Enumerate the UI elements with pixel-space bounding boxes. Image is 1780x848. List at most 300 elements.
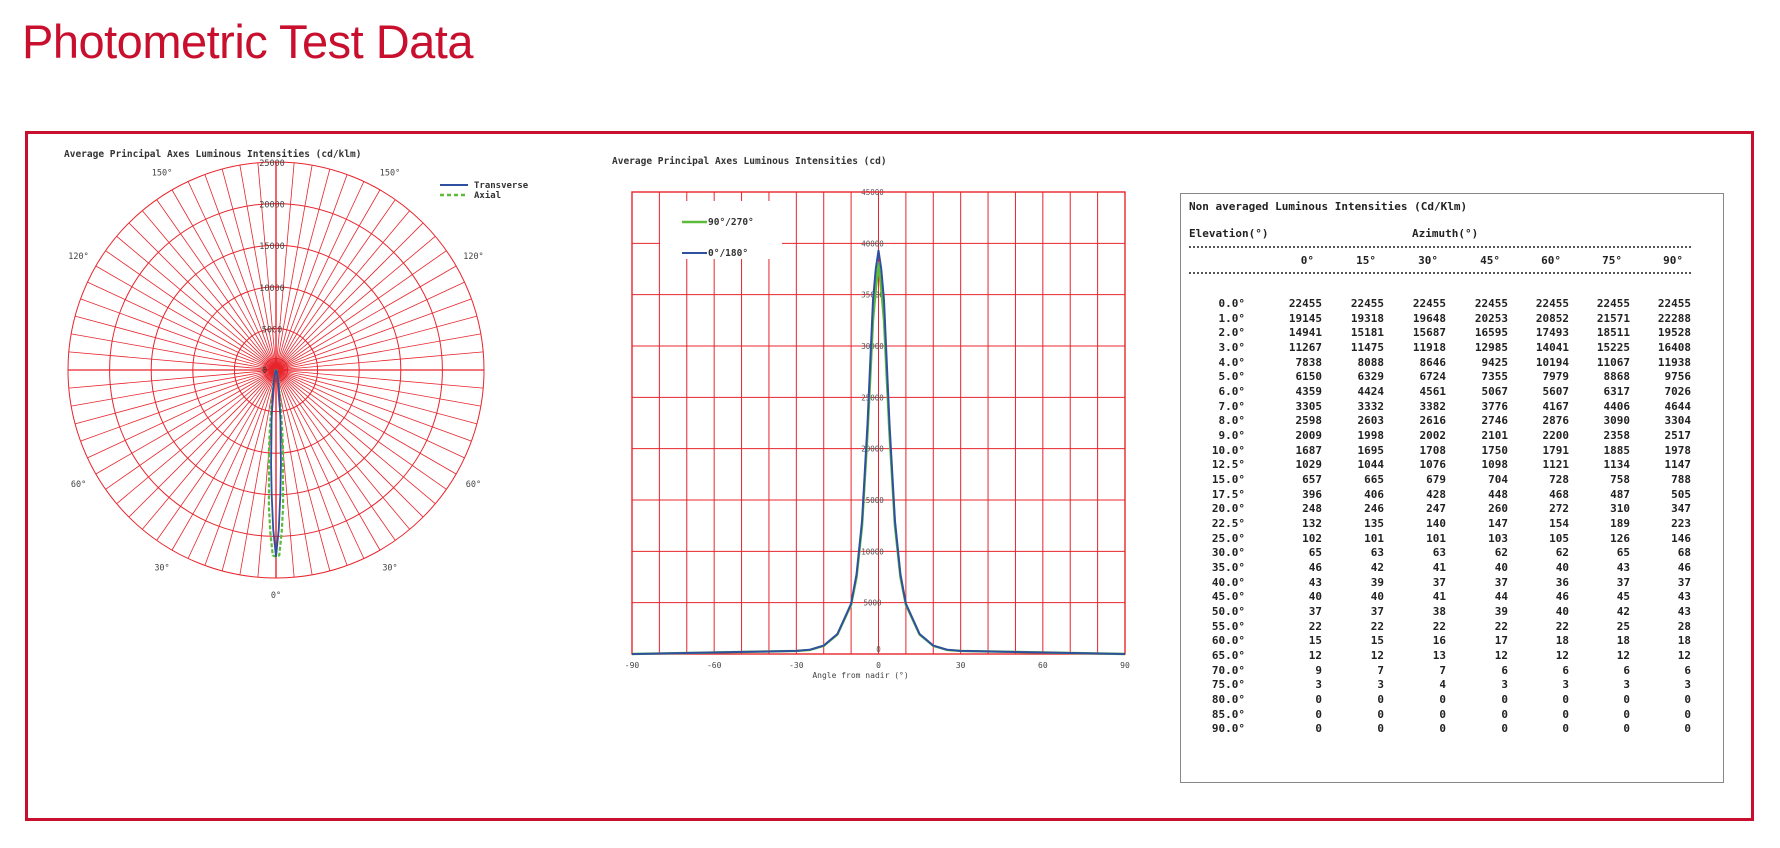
table-cell: 7 (1439, 663, 1446, 677)
table-cell: 4644 (1664, 399, 1691, 413)
polar-spoke (276, 163, 294, 370)
table-row-label: 3.0° (1218, 341, 1245, 354)
table-cell: 22288 (1657, 311, 1691, 325)
page-title: Photometric Test Data (22, 15, 474, 68)
table-cell: 46 (1308, 561, 1322, 575)
table-cell: 19648 (1412, 311, 1446, 325)
table-cell: 63 (1370, 546, 1384, 560)
table-cell: 146 (1671, 531, 1691, 545)
table-cell: 38 (1432, 605, 1446, 619)
table-cell: 8646 (1419, 355, 1446, 369)
table-cell: 22 (1308, 619, 1322, 633)
line-chart (600, 175, 1150, 690)
table-cell: 0 (1562, 707, 1569, 721)
polar-angle-label: 150° (151, 168, 173, 179)
table-row-label: 5.0° (1218, 370, 1245, 384)
polar-spoke (75, 316, 276, 370)
table-cell: 22455 (1474, 297, 1508, 310)
table-row-label: 55.0° (1211, 619, 1245, 633)
polar-angle-label: 120° (463, 252, 484, 262)
table-cell: 4561 (1419, 385, 1446, 399)
table-column-header: 90° (1663, 254, 1683, 267)
table-column-header: 30° (1418, 254, 1438, 267)
polar-angle-label: 60° (465, 480, 482, 490)
table-cell: 18511 (1596, 326, 1630, 340)
table-row-label: 15.0° (1211, 473, 1245, 487)
table-cell: 43 (1677, 590, 1691, 604)
table-cell: 22 (1494, 619, 1508, 633)
table-cell: 0 (1315, 722, 1322, 736)
table-rule-bottom (1189, 272, 1691, 274)
table-cell: 3090 (1603, 414, 1630, 428)
table-cell: 189 (1610, 517, 1630, 531)
table-cell: 0 (1315, 693, 1322, 707)
luminous-intensity-table (1180, 193, 1724, 783)
table-cell: 9425 (1481, 355, 1508, 369)
table-cell: 37 (1308, 605, 1322, 619)
table-cell: 42 (1616, 605, 1630, 619)
table-row-label: 40.0° (1211, 575, 1245, 589)
table-cell: 16 (1432, 634, 1446, 648)
table-cell: 1029 (1295, 458, 1322, 472)
table-rule-top (1189, 246, 1691, 248)
table-cell: 1076 (1419, 458, 1446, 472)
table-row-label: 22.5° (1211, 517, 1245, 531)
polar-spoke (276, 370, 477, 424)
polar-angle-label: 120° (68, 252, 89, 262)
table-cell: 22 (1555, 619, 1569, 633)
table-row-label: 25.0° (1211, 531, 1245, 545)
table-column-header: 15° (1356, 254, 1376, 267)
table-cell: 11938 (1657, 355, 1691, 369)
table-cell: 0 (1501, 707, 1508, 721)
polar-spoke (222, 370, 276, 571)
table-cell: 428 (1426, 487, 1446, 501)
table-cell: 20852 (1535, 311, 1569, 325)
table-cell: 18 (1677, 634, 1691, 648)
line-x-axis-label: Angle from nadir (°) (812, 671, 909, 680)
polar-legend-axial-label: Axial (474, 191, 502, 201)
table-cell: 126 (1610, 531, 1630, 545)
table-cell: 0 (1501, 693, 1508, 707)
line-x-tick-label: 30 (955, 661, 966, 670)
table-cell: 2200 (1542, 429, 1569, 443)
line-y-tick-label: 20000 (861, 444, 884, 454)
table-cell: 44 (1494, 590, 1508, 604)
line-x-tick-label: 90 (1120, 661, 1130, 670)
table-cell: 25 (1616, 619, 1630, 633)
table-cell: 260 (1488, 502, 1508, 516)
line-y-tick-label: 0 (876, 645, 881, 654)
table-cell: 2616 (1419, 414, 1446, 428)
table-row-label: 1.0° (1218, 311, 1245, 325)
line-y-tick-label: 10000 (861, 547, 884, 557)
table-cell: 3304 (1664, 414, 1691, 428)
table-cell: 22455 (1412, 297, 1446, 310)
table-cell: 140 (1426, 517, 1446, 531)
table-cell: 4167 (1542, 399, 1569, 413)
table-cell: 1750 (1481, 443, 1508, 457)
line-y-tick-label: 30000 (861, 342, 884, 351)
table-cell: 37 (1432, 575, 1446, 589)
table-row-label: 75.0° (1211, 678, 1245, 692)
polar-spoke (276, 370, 483, 388)
table-row-label: 65.0° (1211, 649, 1245, 663)
polar-radial-tick-label: 20000 (259, 200, 285, 211)
table-cell: 11475 (1350, 341, 1384, 354)
table-cell: 8868 (1603, 370, 1630, 384)
table-cell: 1708 (1419, 443, 1446, 457)
table-cell: 665 (1364, 473, 1384, 487)
table-cell: 22455 (1288, 297, 1322, 310)
table-cell: 65 (1616, 546, 1630, 560)
table-column-header: 0° (1300, 254, 1314, 267)
table-cell: 20253 (1474, 311, 1508, 325)
table-cell: 7026 (1664, 385, 1691, 399)
table-cell: 3776 (1481, 399, 1508, 413)
table-cell: 41 (1432, 561, 1446, 575)
table-row-label: 45.0° (1211, 590, 1245, 604)
table-cell: 22455 (1535, 297, 1569, 310)
table-cell: 15181 (1350, 326, 1384, 340)
table-cell: 223 (1671, 517, 1691, 531)
table-row-label: 2.0° (1218, 326, 1245, 340)
table-cell: 0 (1377, 693, 1384, 707)
table-cell: 36 (1555, 575, 1569, 589)
table-cell: 43 (1308, 575, 1322, 589)
table-cell: 2603 (1357, 414, 1384, 428)
polar-angle-label: 30° (154, 563, 170, 574)
table-cell: 6329 (1357, 370, 1384, 384)
table-cell: 5067 (1481, 385, 1508, 399)
polar-angle-label: 30° (382, 563, 398, 574)
table-cell: 788 (1671, 473, 1691, 487)
table-cell: 0 (1315, 707, 1322, 721)
line-x-tick-label: -30 (789, 661, 804, 670)
table-cell: 0 (1623, 722, 1630, 736)
table-cell: 43 (1616, 561, 1630, 575)
table-cell: 22 (1432, 619, 1446, 633)
table-cell: 62 (1555, 546, 1569, 560)
table-cell: 0 (1562, 722, 1569, 736)
table-cell: 1695 (1357, 443, 1384, 457)
line-legend-0-180-label: 0°/180° (708, 248, 749, 259)
table-cell: 6 (1562, 663, 1569, 677)
table-cell: 12 (1616, 649, 1630, 663)
table-cell: 247 (1426, 502, 1446, 516)
table-row-label: 50.0° (1211, 605, 1245, 619)
table-cell: 468 (1549, 487, 1569, 501)
polar-angle-label: 150° (379, 168, 401, 179)
table-cell: 1044 (1357, 458, 1384, 472)
table-cell: 19318 (1350, 311, 1384, 325)
table-cell: 0 (1439, 707, 1446, 721)
table-cell: 40 (1555, 561, 1569, 575)
line-y-tick-label: 35000 (861, 290, 884, 300)
table-cell: 2517 (1664, 429, 1691, 443)
table-cell: 14041 (1535, 341, 1569, 354)
table-cell: 16595 (1474, 326, 1508, 340)
table-cell: 17 (1494, 634, 1508, 648)
table-cell: 37 (1616, 575, 1630, 589)
polar-center-label: 0 (262, 366, 268, 376)
table-cell: 46 (1677, 561, 1691, 575)
line-y-tick-label: 40000 (861, 239, 884, 249)
table-cell: 2358 (1603, 429, 1630, 443)
table-cell: 19528 (1657, 326, 1691, 340)
polar-spoke (276, 169, 330, 370)
table-cell: 1978 (1664, 443, 1691, 457)
table-row-label: 20.0° (1211, 502, 1245, 516)
table-cell: 21571 (1596, 311, 1630, 325)
table-cell: 43 (1677, 605, 1691, 619)
table-cell: 7 (1377, 663, 1384, 677)
polar-spoke (276, 316, 477, 370)
table-cell: 12 (1555, 649, 1569, 663)
table-cell: 4359 (1295, 385, 1322, 399)
table-cell: 310 (1610, 502, 1630, 516)
table-cell: 65 (1308, 546, 1322, 560)
table-cell: 8088 (1357, 355, 1384, 369)
table-cell: 704 (1488, 473, 1508, 487)
table-cell: 2876 (1542, 414, 1569, 428)
table-column-header: 45° (1480, 254, 1500, 267)
table-row-label: 30.0° (1211, 546, 1245, 560)
polar-spoke (69, 370, 276, 388)
table-cell: 3 (1562, 678, 1569, 692)
table-cell: 0 (1684, 693, 1691, 707)
table-cell: 6 (1501, 663, 1508, 677)
table-cell: 17493 (1535, 326, 1569, 340)
table-cell: 62 (1494, 546, 1508, 560)
table-row-label: 12.5° (1211, 458, 1245, 472)
polar-spoke (222, 169, 276, 370)
table-cell: 3 (1623, 678, 1630, 692)
table-row-label: 70.0° (1211, 663, 1245, 677)
table-cell: 1121 (1542, 458, 1569, 472)
table-cell: 12985 (1474, 341, 1508, 354)
table-cell: 505 (1671, 487, 1691, 501)
table-cell: 1134 (1603, 458, 1630, 472)
table-cell: 4406 (1603, 399, 1630, 413)
table-cell: 101 (1364, 531, 1384, 545)
table-cell: 37 (1494, 575, 1508, 589)
table-cell: 3332 (1357, 399, 1384, 413)
table-cell: 0 (1623, 693, 1630, 707)
table-cell: 102 (1302, 531, 1322, 545)
table-cell: 16408 (1657, 341, 1691, 354)
table-cell: 7838 (1295, 355, 1322, 369)
table-cell: 45 (1616, 590, 1630, 604)
table-cell: 40 (1370, 590, 1384, 604)
table-cell: 3 (1684, 678, 1691, 692)
line-x-tick-label: 60 (1038, 661, 1048, 670)
table-cell: 4424 (1357, 385, 1384, 399)
table-cell: 40 (1494, 561, 1508, 575)
table-row-label: 85.0° (1211, 707, 1245, 721)
line-y-tick-label: 15000 (861, 496, 884, 505)
table-cell: 1147 (1664, 458, 1691, 472)
table-cell: 1098 (1481, 458, 1508, 472)
table-cell: 6 (1623, 663, 1630, 677)
table-column-header: 75° (1602, 254, 1622, 267)
table-column-group-header: Azimuth(°) (1412, 227, 1479, 240)
table-cell: 2009 (1295, 429, 1322, 443)
table-cell: 11267 (1288, 341, 1322, 354)
table-cell: 0 (1377, 707, 1384, 721)
polar-radial-tick-label: 5000 (261, 325, 283, 336)
table-row-label: 10.0° (1211, 443, 1245, 457)
table-cell: 68 (1677, 546, 1691, 560)
table-cell: 18 (1555, 634, 1569, 648)
line-chart-title: Average Principal Axes Luminous Intensities (cd) (612, 156, 887, 167)
table-cell: 22 (1370, 619, 1384, 633)
table-cell: 679 (1426, 473, 1446, 487)
table-cell: 3 (1315, 678, 1322, 692)
table-cell: 22455 (1350, 297, 1384, 310)
table-cell: 15687 (1412, 326, 1446, 340)
table-cell: 40 (1308, 590, 1322, 604)
table-cell: 12 (1677, 649, 1691, 663)
table-cell: 248 (1302, 502, 1322, 516)
table-cell: 2101 (1481, 429, 1508, 443)
table-row-label: 80.0° (1211, 693, 1245, 707)
table-cell: 3 (1377, 678, 1384, 692)
line-y-tick-label: 45000 (861, 188, 884, 197)
table-row-label: 4.0° (1218, 355, 1245, 369)
polar-radial-tick-label: 15000 (259, 242, 285, 253)
table-cell: 347 (1671, 502, 1691, 516)
polar-angle-label: 0° (270, 591, 282, 601)
table-cell: 14941 (1288, 326, 1322, 340)
table-cell: 40 (1555, 605, 1569, 619)
table-cell: 132 (1302, 517, 1322, 531)
table-cell: 0 (1684, 722, 1691, 736)
table-cell: 12 (1494, 649, 1508, 663)
table-cell: 6724 (1419, 370, 1446, 384)
table-cell: 0 (1501, 722, 1508, 736)
table-cell: 728 (1549, 473, 1569, 487)
table-title: Non averaged Luminous Intensities (Cd/Klm) (1189, 200, 1468, 213)
table-cell: 5607 (1542, 385, 1569, 399)
table-cell: 37 (1370, 605, 1384, 619)
table-cell: 396 (1302, 487, 1322, 501)
table-cell: 0 (1562, 693, 1569, 707)
table-cell: 15 (1308, 634, 1322, 648)
table-cell: 0 (1684, 707, 1691, 721)
table-row-header: Elevation(°) (1189, 227, 1269, 240)
table-cell: 11067 (1596, 355, 1630, 369)
polar-radial-tick-label: 25000 (259, 159, 285, 169)
polar-chart-title: Average Principal Axes Luminous Intensities (cd/klm) (64, 149, 362, 160)
table-cell: 101 (1426, 531, 1446, 545)
table-cell: 37 (1677, 575, 1691, 589)
table-cell: 22455 (1657, 297, 1691, 310)
table-row-label: 7.0° (1218, 399, 1245, 413)
table-row-label: 35.0° (1211, 561, 1245, 575)
polar-chart (60, 159, 560, 685)
table-cell: 10194 (1535, 355, 1569, 369)
table-cell: 39 (1494, 605, 1508, 619)
table-cell: 2002 (1419, 429, 1446, 443)
table-cell: 0 (1377, 722, 1384, 736)
line-x-tick-label: -90 (624, 661, 640, 670)
table-cell: 246 (1364, 502, 1384, 516)
table-cell: 9756 (1664, 370, 1691, 384)
table-row-label: 8.0° (1218, 414, 1245, 428)
table-cell: 1791 (1542, 443, 1569, 457)
line-legend-90-270-label: 90°/270° (708, 217, 754, 228)
table-cell: 46 (1555, 590, 1569, 604)
table-cell: 6317 (1603, 385, 1630, 399)
table-cell: 39 (1370, 575, 1384, 589)
table-row-label: 6.0° (1218, 385, 1245, 399)
table-cell: 2598 (1295, 414, 1322, 428)
table-row-label: 90.0° (1211, 722, 1245, 736)
table-cell: 0 (1439, 722, 1446, 736)
polar-angle-label: 60° (70, 480, 87, 490)
line-y-tick-label: 5000 (863, 598, 882, 608)
table-cell: 41 (1432, 590, 1446, 604)
table-cell: 11918 (1412, 341, 1446, 354)
table-cell: 7355 (1481, 370, 1508, 384)
polar-spoke (258, 163, 276, 370)
table-row-label: 9.0° (1218, 429, 1245, 443)
table-cell: 657 (1302, 473, 1322, 487)
table-cell: 15 (1370, 634, 1384, 648)
table-cell: 18 (1616, 634, 1630, 648)
table-cell: 9 (1315, 663, 1322, 677)
table-column-header: 60° (1541, 254, 1561, 267)
table-cell: 4 (1439, 678, 1446, 692)
table-cell: 1885 (1603, 443, 1630, 457)
table-cell: 42 (1370, 561, 1384, 575)
table-row-label: 17.5° (1211, 487, 1245, 501)
table-cell: 2746 (1481, 414, 1508, 428)
table-cell: 103 (1488, 531, 1508, 545)
table-cell: 3 (1501, 678, 1508, 692)
table-cell: 3382 (1419, 399, 1446, 413)
table-cell: 6150 (1295, 370, 1322, 384)
table-cell: 15225 (1596, 341, 1630, 354)
table-cell: 448 (1488, 487, 1508, 501)
table-cell: 0 (1439, 693, 1446, 707)
table-cell: 12 (1370, 649, 1384, 663)
table-cell: 7979 (1542, 370, 1569, 384)
table-cell: 22455 (1596, 297, 1630, 310)
line-x-tick-label: 0 (876, 661, 881, 670)
table-cell: 3305 (1295, 399, 1322, 413)
table-cell: 135 (1364, 517, 1384, 531)
table-cell: 6 (1684, 663, 1691, 677)
table-row-label: 0.0° (1218, 297, 1245, 310)
table-cell: 272 (1549, 502, 1569, 516)
table-cell: 0 (1623, 707, 1630, 721)
polar-spoke (75, 370, 276, 424)
polar-spoke (69, 352, 276, 370)
table-cell: 1687 (1295, 443, 1322, 457)
table-cell: 105 (1549, 531, 1569, 545)
line-y-tick-label: 25000 (861, 393, 884, 403)
table-cell: 758 (1610, 473, 1630, 487)
table-cell: 487 (1610, 487, 1630, 501)
line-x-tick-label: -60 (706, 661, 722, 670)
polar-spoke (276, 370, 330, 571)
table-cell: 406 (1364, 487, 1384, 501)
table-row-label: 60.0° (1211, 634, 1245, 648)
table-cell: 154 (1549, 517, 1569, 531)
polar-radial-tick-label: 10000 (259, 283, 285, 294)
